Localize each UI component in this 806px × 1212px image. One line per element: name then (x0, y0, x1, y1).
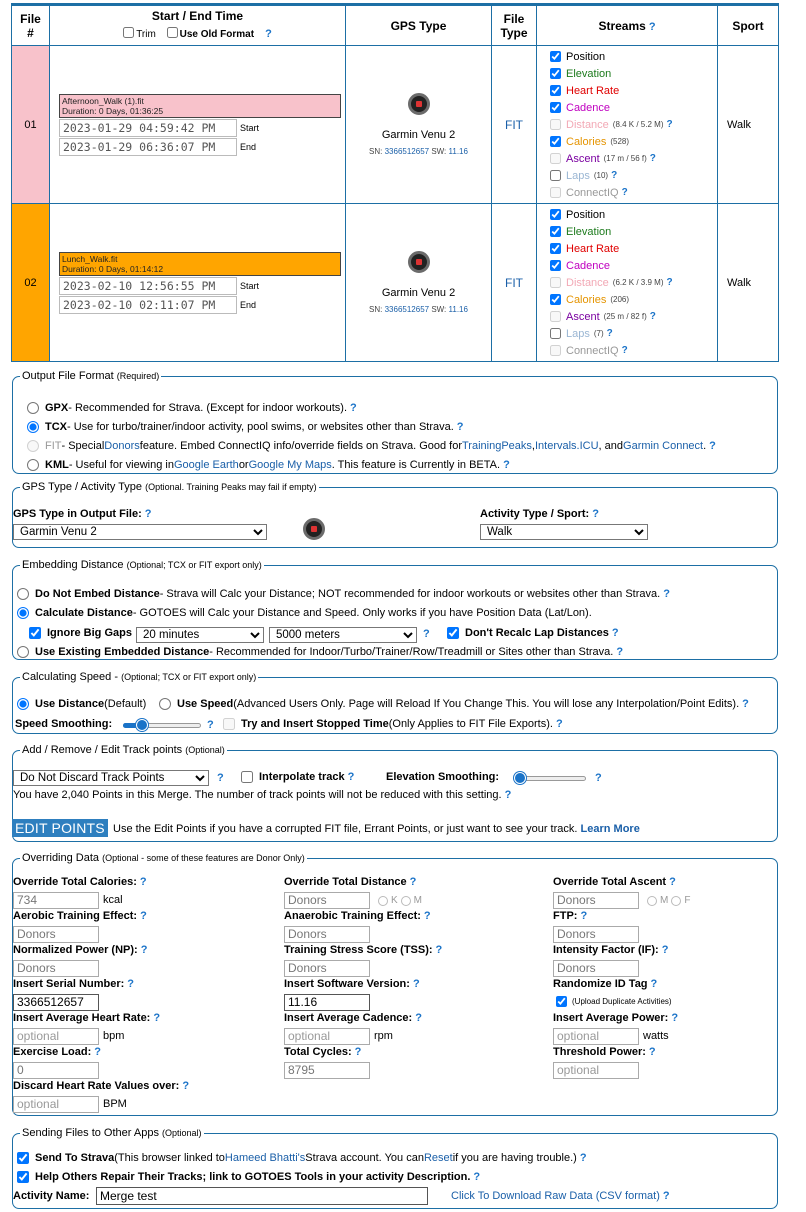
stream-ascent[interactable] (549, 308, 717, 325)
randomize-id-checkbox[interactable] (556, 996, 567, 1007)
stream-label: Elevation (566, 225, 612, 238)
end-time-input[interactable]: 2023-01-29 06:36:07 PM (59, 138, 237, 156)
stream-distance[interactable] (549, 274, 717, 291)
streams-cell (537, 204, 718, 362)
help-icon[interactable]: ? (592, 508, 599, 520)
send-to-strava-option[interactable]: Send To Strava (This browser linked to Hameed Bhatti's Strava account. You can Reset if you are having trouble.) ? (17, 1152, 587, 1164)
trim-checkbox-label[interactable]: Trim (123, 29, 156, 40)
stream-label: Distance (566, 118, 609, 131)
anaerobic-effect-input[interactable]: Donors (284, 926, 370, 943)
google-earth-link[interactable]: Google Earth (173, 459, 239, 471)
stream-label: Ascent (566, 310, 600, 323)
send-to-strava-checkbox[interactable] (17, 1152, 29, 1164)
learn-more-link[interactable]: Learn More (580, 823, 640, 835)
stream-count: (528) (610, 137, 630, 146)
gpx-radio[interactable] (27, 402, 39, 414)
calc-distance-option[interactable]: Calculate Distance - GOTOES will Calc your Distance and Speed. Only works if you have Position Data (Lat/Lon). (17, 607, 592, 619)
distance-unit-m-radio[interactable] (401, 896, 411, 906)
ignore-gaps-option[interactable]: Ignore Big Gaps (29, 627, 132, 639)
help-icon[interactable]: ? (140, 944, 148, 956)
gap-time-select[interactable] (136, 627, 264, 643)
stream-checkbox[interactable] (550, 311, 561, 322)
stream-label: Calories (566, 135, 607, 148)
sending-files-section: Sending Files to Other Apps (Optional) Send To Strava (This browser linked to Hameed Bhatti's Strava account. You can Reset if you are having trouble.) ? Help Others Repair Their Tracks; link to GOTOES Tools in your activity Description. ? Activity Name: Merge test Click To Download Raw Data (CSV format) ? (12, 1127, 778, 1209)
help-icon[interactable]: ? (669, 876, 676, 888)
sport-cell: Walk (718, 46, 779, 204)
stream-heart-rate[interactable] (549, 240, 717, 257)
no-embed-option[interactable]: Do Not Embed Distance - Strava will Calc your Distance; NOT recommended for indoor workouts or websites other than Strava. ? (17, 588, 670, 600)
file-type-cell (492, 46, 537, 204)
stream-checkbox[interactable] (550, 68, 561, 79)
trainingpeaks-link[interactable]: TrainingPeaks (462, 440, 532, 452)
track-points-section: Add / Remove / Edit Track points (Optional) Do Not Discard Track Points ? Interpolate track ? Elevation Smoothing: ? You have 2,040 Points in this Merge. The number of track points will not be reduced with this setting. ? EDIT POINTS Use the Edit Points if you have a corrupted FIT file, Errant Points, or just want to see your track. Learn More (12, 744, 778, 842)
embedding-distance-section: Embedding Distance (Optional; TCX or FIT export only) Do Not Embed Distance - Strava will Calc your Distance; NOT recommended for indoor workouts or websites other than Strava. ? Calculate Distance - GOTOES will Calc your Distance and Speed. Only works if you have Position Data (Lat/Lon). Ignore Big Gaps 20 minutes 5000 meters ? Don't Recalc Lap Distances ? Use Existing Embedded Distance - Recommended for Indoor/Turbo/Trainer/Row/Treadmill or Sites other than Strava. ? (12, 559, 778, 660)
help-icon[interactable]: ? (616, 646, 624, 658)
speed-smoothing-slider[interactable] (123, 720, 201, 730)
output-format-section: Output File Format (Required) GPX - Recommended for Strava. (Except for indoor workouts). ? TCX - Use for turbo/trainer/indoor activity, pool swims, or websites other than Strava. ? FIT - Special Donors feature. Embed ConnectIQ info/override fields on Strava. Good for TrainingPeaks , Intervals.ICU , and Garmin Connect . ? KML - Useful for viewing in Google Earth or Google My Maps . This feature is Currently in BETA. ? (12, 370, 778, 474)
serial-number-input[interactable]: 3366512657 (13, 994, 99, 1011)
activity-type-select[interactable] (480, 524, 648, 540)
stream-label: Position (566, 50, 606, 63)
stream-checkbox[interactable] (550, 187, 561, 198)
stream-cadence[interactable] (549, 257, 717, 274)
help-icon[interactable]: ? (182, 1080, 190, 1092)
watch-icon (408, 251, 430, 273)
trim-checkbox[interactable] (123, 27, 134, 38)
stream-connectiq[interactable] (549, 342, 717, 359)
help-icon[interactable]: ? (555, 718, 563, 730)
tss-input[interactable]: Donors (284, 960, 370, 977)
streams-cell (537, 46, 718, 204)
col-file-number: File # (12, 5, 50, 46)
dont-recalc-laps-checkbox[interactable] (447, 627, 459, 639)
help-icon[interactable]: ? (423, 628, 430, 640)
help-icon[interactable]: ? (139, 876, 147, 888)
help-icon[interactable]: ? (207, 719, 214, 731)
file-number-cell: 02 (12, 204, 50, 362)
sport-cell: Walk (718, 204, 779, 362)
help-icon[interactable]: ? (409, 876, 417, 888)
stream-laps[interactable] (549, 325, 717, 342)
file-row (12, 204, 779, 362)
tcx-option[interactable]: TCX - Use for turbo/trainer/indoor activity, pool swims, or websites other than Strava. ? (27, 421, 464, 433)
stream-label: ConnectIQ (566, 344, 619, 357)
stream-count: (25 m / 82 f) (603, 312, 647, 321)
stream-checkbox[interactable] (550, 153, 561, 164)
discard-points-select[interactable] (13, 770, 209, 786)
normalized-power-input[interactable]: Donors (13, 960, 99, 977)
file-number-cell: 01 (12, 46, 50, 204)
stream-checkbox[interactable] (550, 243, 561, 254)
total-cycles-input[interactable]: 8795 (284, 1062, 370, 1079)
end-time-input[interactable]: 2023-02-10 02:11:07 PM (59, 296, 237, 314)
help-icon[interactable]: ? (423, 910, 431, 922)
help-icon[interactable]: ? (144, 508, 152, 520)
file-type-cell (492, 204, 537, 362)
override-distance-input[interactable]: Donors (284, 892, 370, 909)
distance-unit-k-radio[interactable] (378, 896, 388, 906)
stream-heart-rate[interactable] (549, 82, 717, 99)
help-icon[interactable]: ? (666, 119, 673, 130)
files-table (11, 3, 779, 362)
start-time-input[interactable]: 2023-01-29 04:59:42 PM (59, 119, 237, 137)
old-format-checkbox[interactable] (167, 27, 178, 38)
stream-count: (7) (593, 329, 604, 338)
help-others-checkbox[interactable] (17, 1171, 29, 1183)
stream-distance[interactable] (549, 116, 717, 133)
help-icon[interactable]: ? (661, 944, 669, 956)
ftp-input[interactable]: Donors (553, 926, 639, 943)
stream-label: Calories (566, 293, 607, 306)
stream-position[interactable] (549, 48, 717, 65)
help-icon[interactable]: ? (153, 1012, 161, 1024)
help-icon[interactable]: ? (663, 588, 670, 600)
stream-checkbox[interactable] (550, 209, 561, 220)
time-cell: Afternoon_Walk (1).fit Duration: 0 Days, 01:36:25 2023-01-29 04:59:42 PM Start 2023-01-29 06:36:07 PM End (50, 46, 346, 204)
kml-radio[interactable] (27, 459, 39, 471)
activity-name-input[interactable]: Merge test (96, 1187, 428, 1205)
stream-count: (6.2 K / 3.9 M) (612, 278, 664, 287)
help-icon[interactable]: ? (94, 1046, 101, 1058)
help-icon[interactable]: ? (650, 978, 658, 990)
stream-elevation[interactable] (549, 223, 717, 240)
file-name-box: Afternoon_Walk (1).fit Duration: 0 Days, 01:36:25 (59, 94, 341, 118)
google-my-maps-link[interactable]: Google My Maps (248, 459, 332, 471)
override-calories-input[interactable]: 734 (13, 892, 99, 909)
stream-checkbox[interactable] (550, 170, 561, 181)
calc-distance-radio[interactable] (17, 607, 29, 619)
help-icon[interactable]: ? (347, 771, 355, 783)
gps-cell: Garmin Venu 2 SN: 3366512657 SW: 11.16 (346, 46, 492, 204)
stream-checkbox[interactable] (550, 260, 561, 271)
avg-heart-rate-input[interactable]: optional (13, 1028, 99, 1045)
gps-cell: Garmin Venu 2 SN: 3366512657 SW: 11.16 (346, 204, 492, 362)
help-icon[interactable]: ? (742, 698, 749, 710)
stream-count: (17 m / 56 f) (603, 154, 647, 163)
help-icon[interactable]: ? (265, 28, 272, 40)
ascent-unit-m-radio[interactable] (647, 896, 657, 906)
help-icon[interactable]: ? (648, 20, 656, 33)
ascent-unit-f-radio[interactable] (671, 896, 681, 906)
stream-cadence[interactable] (549, 99, 717, 116)
help-icon[interactable]: ? (127, 978, 134, 990)
start-time-input[interactable]: 2023-02-10 12:56:55 PM (59, 277, 237, 295)
software-version-input[interactable]: 11.16 (284, 994, 370, 1011)
help-others-option[interactable]: Help Others Repair Their Tracks; link to GOTOES Tools in your activity Description. ? (17, 1171, 480, 1183)
stream-label: Cadence (566, 259, 611, 272)
use-distance-radio[interactable] (17, 698, 29, 710)
stream-elevation[interactable] (549, 65, 717, 82)
stream-position[interactable] (549, 206, 717, 223)
help-icon[interactable]: ? (606, 328, 613, 339)
help-icon[interactable]: ? (503, 459, 510, 471)
stream-label: Cadence (566, 101, 611, 114)
col-file-type: File Type (492, 5, 537, 46)
reset-link[interactable]: Reset (423, 1152, 453, 1164)
gps-activity-section: GPS Type / Activity Type (Optional. Training Peaks may fail if empty) GPS Type in Output File: ? Garmin Venu 2 Activity Type / Sport: ? Walk (12, 481, 778, 548)
stream-label: Laps (566, 169, 590, 182)
stream-label: Distance (566, 276, 609, 289)
col-sport: Sport (718, 5, 779, 46)
help-icon[interactable]: ? (579, 1152, 587, 1164)
gpx-option[interactable]: GPX - Recommended for Strava. (Except for indoor workouts). ? (27, 402, 357, 414)
col-gps-type: GPS Type (346, 5, 492, 46)
dont-recalc-laps-option[interactable]: Don't Recalc Lap Distances ? (447, 627, 619, 639)
stream-label: Heart Rate (566, 242, 620, 255)
intervals-icu-link[interactable]: Intervals.ICU (534, 440, 599, 452)
ignore-gaps-checkbox[interactable] (29, 627, 41, 639)
stream-checkbox[interactable] (550, 51, 561, 62)
help-icon[interactable]: ? (473, 1171, 481, 1183)
help-icon[interactable]: ? (595, 772, 602, 784)
download-csv-link[interactable]: Click To Download Raw Data (CSV format) (451, 1190, 660, 1202)
help-icon[interactable]: ? (649, 311, 656, 322)
avg-cadence-input[interactable]: optional (284, 1028, 370, 1045)
help-icon[interactable]: ? (621, 345, 628, 356)
help-icon[interactable]: ? (350, 402, 357, 414)
stream-laps[interactable] (549, 167, 717, 184)
help-icon[interactable]: ? (140, 910, 147, 922)
existing-distance-radio[interactable] (17, 646, 29, 658)
override-ascent-input[interactable]: Donors (553, 892, 639, 909)
help-icon[interactable]: ? (621, 187, 628, 198)
stream-checkbox[interactable] (550, 226, 561, 237)
no-embed-radio[interactable] (17, 588, 29, 600)
file-type-link[interactable]: FIT (505, 275, 523, 290)
help-icon[interactable]: ? (709, 440, 716, 452)
tcx-radio[interactable] (27, 421, 39, 433)
gps-type-select[interactable] (13, 524, 267, 540)
stream-checkbox[interactable] (550, 102, 561, 113)
help-icon[interactable]: ? (671, 1012, 679, 1024)
help-icon[interactable]: ? (435, 944, 443, 956)
discard-heart-rate-input[interactable]: optional (13, 1096, 99, 1113)
avg-power-input[interactable]: optional (553, 1028, 639, 1045)
exercise-load-input[interactable]: 0 (13, 1062, 99, 1079)
stopped-time-checkbox[interactable] (223, 718, 235, 730)
aerobic-effect-input[interactable]: Donors (13, 926, 99, 943)
stream-checkbox[interactable] (550, 85, 561, 96)
col-streams: Streams ? (537, 5, 718, 46)
file-row (12, 46, 779, 204)
file-type-link[interactable]: FIT (505, 117, 523, 132)
watch-icon (303, 518, 325, 540)
stream-ascent[interactable] (549, 150, 717, 167)
help-icon[interactable]: ? (580, 910, 588, 922)
interpolate-checkbox[interactable] (241, 771, 253, 783)
help-icon[interactable]: ? (611, 170, 618, 181)
fit-option[interactable]: FIT - Special Donors feature. Embed ConnectIQ info/override fields on Strava. Good for TrainingPeaks , Intervals.ICU , and Garmin Connect . ? (27, 440, 716, 452)
existing-distance-option[interactable]: Use Existing Embedded Distance - Recommended for Indoor/Turbo/Trainer/Row/Treadmill or Sites other than Strava. ? (17, 646, 623, 658)
help-icon[interactable]: ? (217, 772, 224, 784)
edit-points-button[interactable]: EDIT POINTS (12, 819, 108, 837)
stream-label: Elevation (566, 67, 612, 80)
threshold-power-input[interactable]: optional (553, 1062, 639, 1079)
stream-connectiq[interactable] (549, 184, 717, 201)
col-start-end-time: Start / End Time Trim Use Old Format ? (50, 5, 346, 46)
stream-checkbox[interactable] (550, 136, 561, 147)
overriding-data-section: Overriding Data (Optional - some of these features are Donor Only) Override Total Calories: ? 734 kcal Override Total Distance ? Donors K M Override Total Ascent ? Donors M F Aerobic Training Effect: ? Donors Anaerobic Training Effect: ? Donors FTP: ? Donors Normalized Power (NP): ? Donors Training Stress Score (TSS): ? Donors Intensity Factor (IF): ? Donors Insert Serial Number: ? 3366512657 Insert Software Version: ? 11.16 Randomize ID Tag ? (Upload Duplicate Activities) Insert Average Heart Rate: ? optional bpm Insert Average Cadence: ? optional rpm Insert Average Power: ? optional watts Exercise Load: ? 0 Total Cycles: ? 8795 Threshold Power: ? optional Discard Heart Rate Values over: ? optional BPM (12, 852, 778, 1116)
stream-checkbox[interactable] (550, 328, 561, 339)
kml-option[interactable]: KML - Useful for viewing in Google Earth or Google My Maps . This feature is Currently in BETA. ? (27, 459, 510, 471)
stream-label: Position (566, 208, 606, 221)
stream-checkbox[interactable] (550, 345, 561, 356)
help-icon[interactable]: ? (456, 421, 464, 433)
elevation-smoothing-slider[interactable] (514, 773, 586, 783)
help-icon[interactable]: ? (354, 1046, 362, 1058)
stream-label: ConnectIQ (566, 186, 619, 199)
help-icon[interactable]: ? (648, 1046, 656, 1058)
interpolate-option[interactable]: Interpolate track ? (241, 771, 354, 783)
stream-checkbox[interactable] (550, 294, 561, 305)
help-icon[interactable]: ? (666, 277, 673, 288)
gap-distance-select[interactable] (269, 627, 417, 643)
stream-label: Laps (566, 327, 590, 340)
stream-count: (10) (593, 171, 609, 180)
time-cell: Lunch_Walk.fit Duration: 0 Days, 01:14:12 2023-02-10 12:56:55 PM Start 2023-02-10 02:11:07 PM End (50, 204, 346, 362)
calculating-speed-section: Calculating Speed - (Optional; TCX or FIT export only) Use Distance (Default) Use Speed (Advanced Users Only. Page will Reload If You Change This. You will lose any Interpolation/Point Edits). ? Speed Smoothing: ? Try and Insert Stopped Time (Only Applies to FIT File Exports). ? (12, 671, 778, 734)
stream-label: Heart Rate (566, 84, 620, 97)
stream-count: (8.4 K / 5.2 M) (612, 120, 664, 129)
stopped-time-option[interactable]: Try and Insert Stopped Time (Only Applies to FIT File Exports). ? (223, 718, 563, 730)
watch-icon (408, 93, 430, 115)
help-icon[interactable]: ? (611, 627, 619, 639)
stream-checkbox[interactable] (550, 119, 561, 130)
help-icon[interactable]: ? (662, 1190, 670, 1202)
stream-calories[interactable] (549, 133, 717, 150)
stream-calories[interactable] (549, 291, 717, 308)
help-icon[interactable]: ? (415, 1012, 422, 1024)
fit-radio[interactable] (27, 440, 39, 452)
file-name-box: Lunch_Walk.fit Duration: 0 Days, 01:14:12 (59, 252, 341, 276)
help-icon[interactable]: ? (504, 789, 512, 801)
stream-label: Ascent (566, 152, 600, 165)
use-speed-radio[interactable] (159, 698, 171, 710)
intensity-factor-input[interactable]: Donors (553, 960, 639, 977)
stream-count: (206) (610, 295, 630, 304)
garmin-connect-link[interactable]: Garmin Connect (623, 440, 704, 452)
use-speed-option[interactable]: Use Speed (Advanced Users Only. Page will Reload If You Change This. You will lose any Interpolation/Point Edits). ? (159, 698, 749, 710)
help-icon[interactable]: ? (649, 153, 656, 164)
stream-checkbox[interactable] (550, 277, 561, 288)
old-format-checkbox-label[interactable]: Use Old Format (167, 29, 254, 40)
strava-user-link[interactable]: Hameed Bhatti's (224, 1152, 306, 1164)
help-icon[interactable]: ? (412, 978, 420, 990)
use-distance-option[interactable]: Use Distance (Default) (17, 698, 146, 710)
donors-link[interactable]: Donors (104, 440, 140, 452)
